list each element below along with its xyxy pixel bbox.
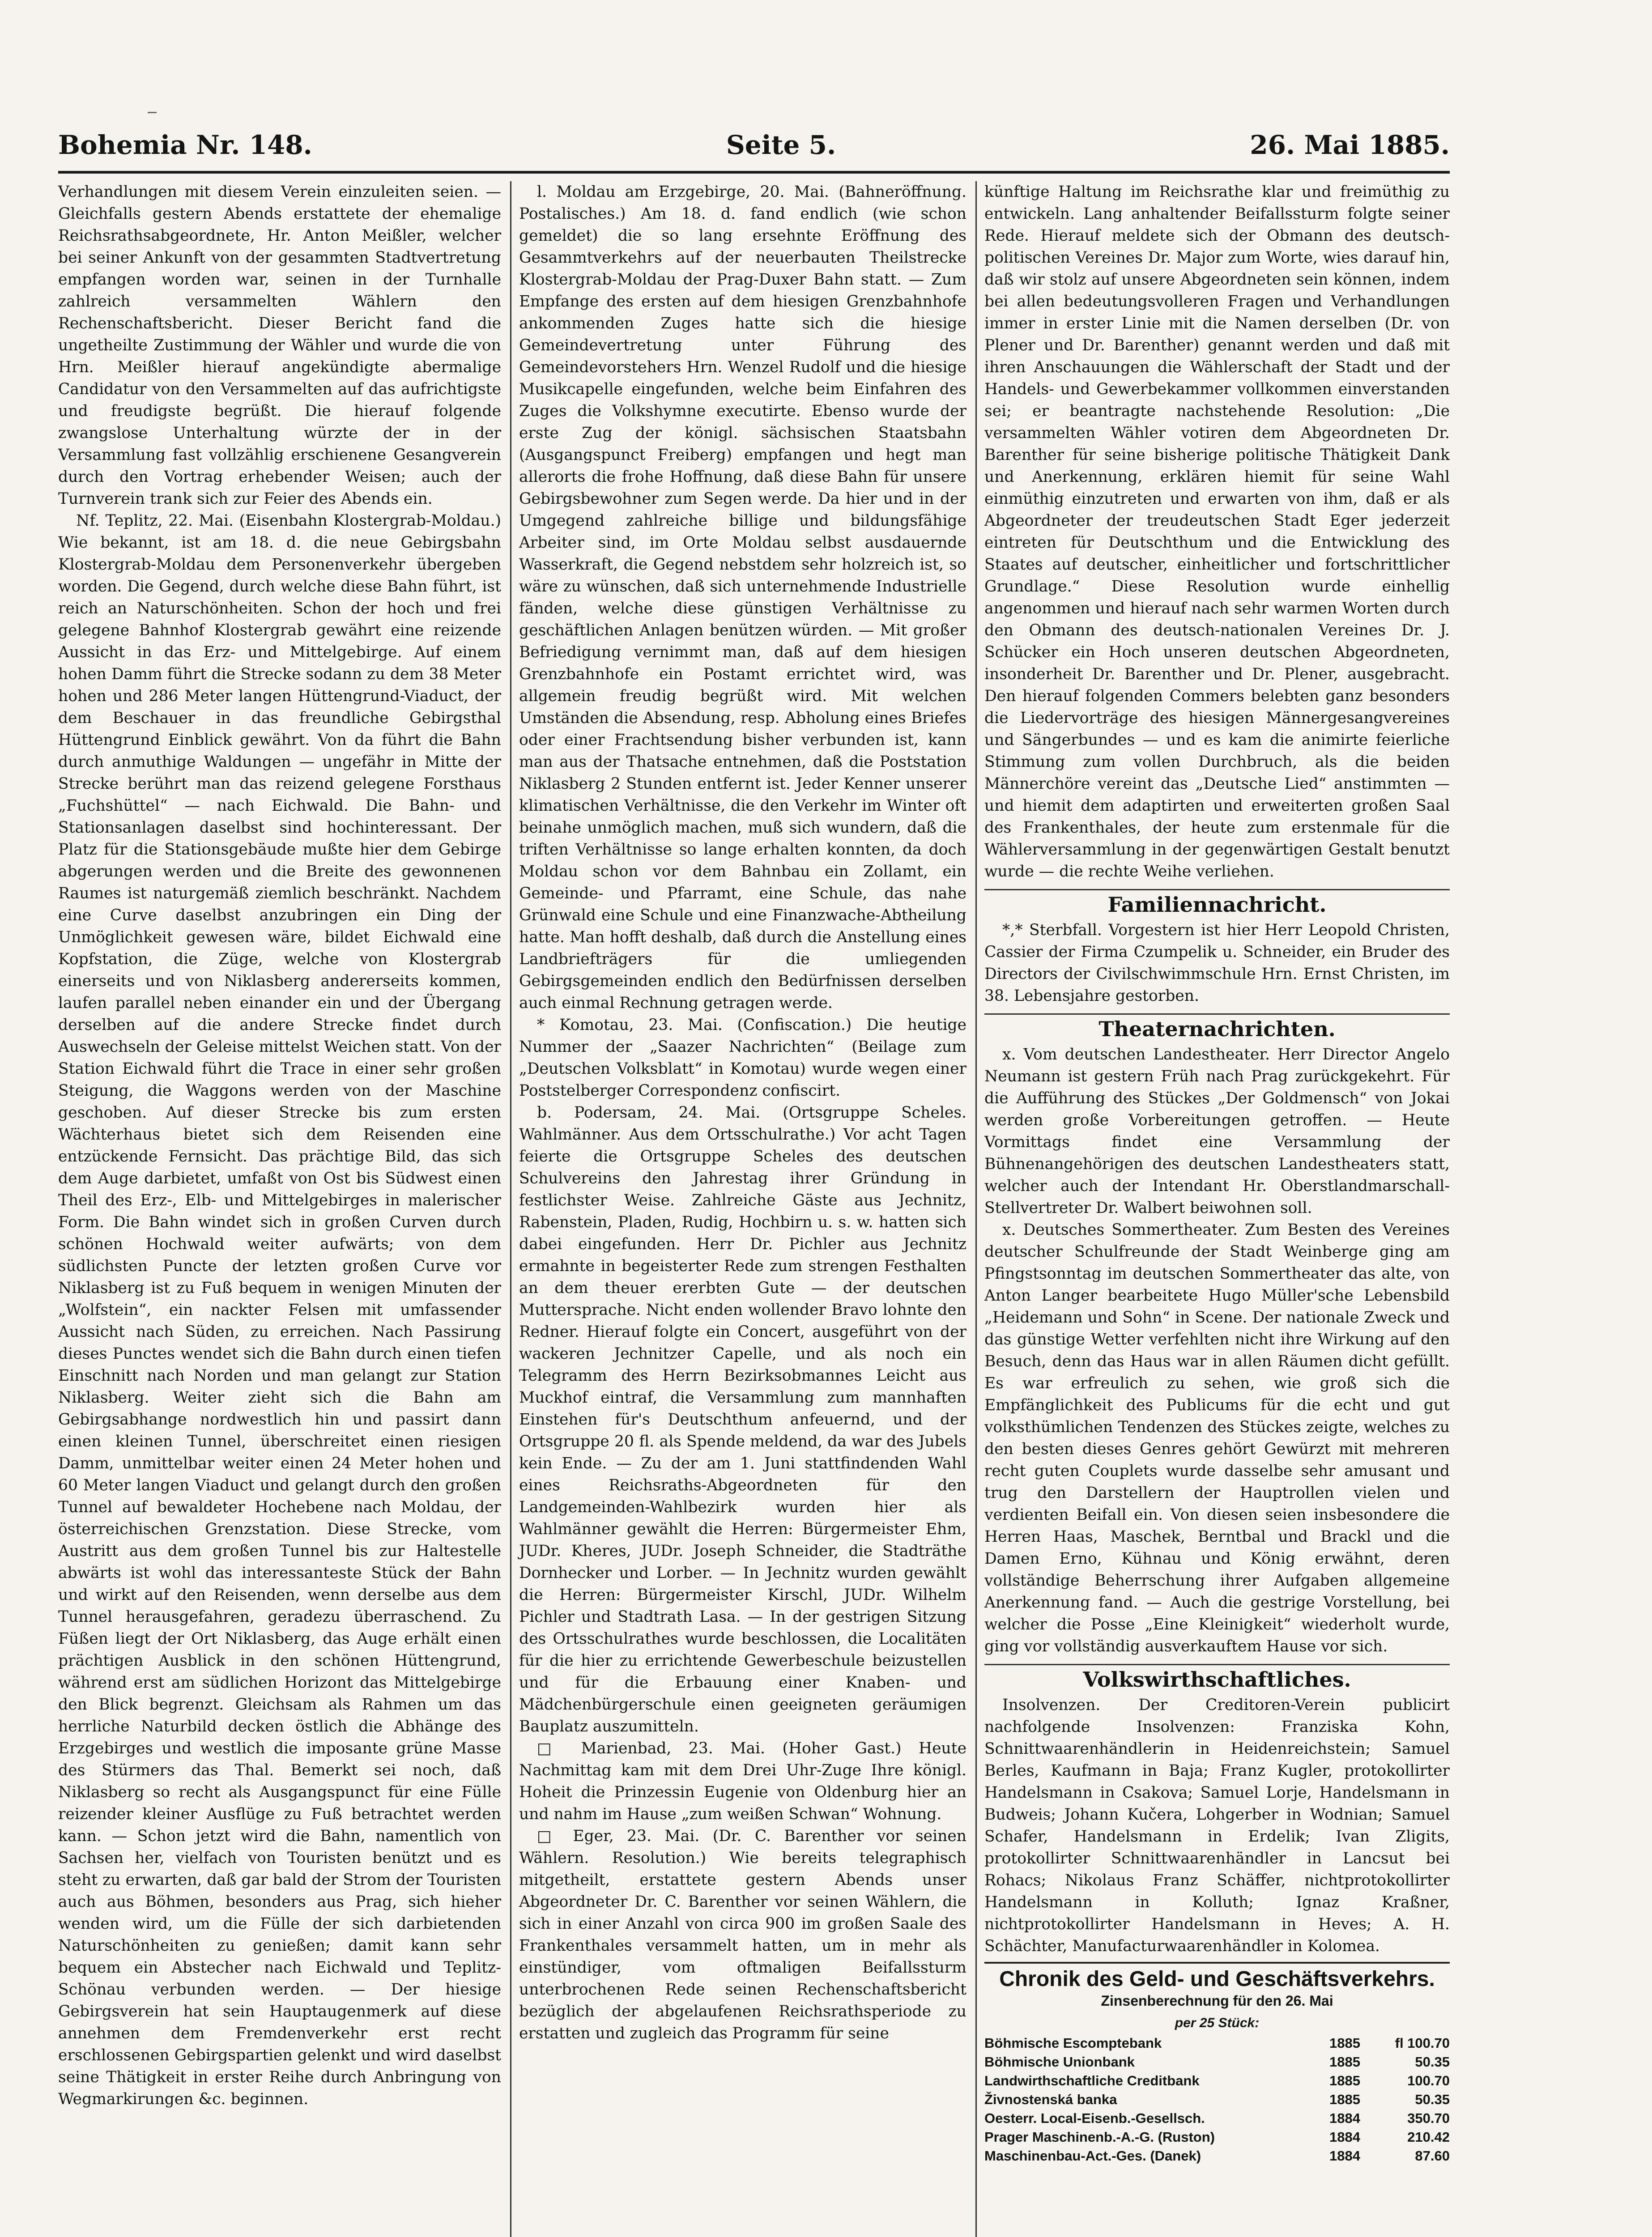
rate-name: Böhmische Escomptebank (984, 2035, 1162, 2051)
rate-year: 1884 (1329, 2129, 1360, 2145)
rate-name: Prager Maschinenb.-A.-G. (Ruston) (984, 2129, 1215, 2145)
article-marienbad: □ Marienbad, 23. Mai. (Hoher Gast.) Heute Nachmittag kam mit dem Drei Uhr-Zuge Ihre königl. Hoheit die Prinzessin Eugenie von Oldenburg hier an und nahm im Hause „zum weißen Schwan“ Wohnung. (519, 1739, 967, 1823)
column-divider (975, 181, 977, 2237)
rate-name: Živnostenská banka (984, 2092, 1117, 2107)
section-heading-familien: Familiennachricht. (984, 889, 1450, 916)
rates-row (984, 2128, 1450, 2147)
article-komotau: * Komotau, 23. Mai. (Confiscation.) Die heutige Nummer der „Saazer Nachrichten“ (Beilage zum „Deutschen Volksblatt“ in Komotau) wurde wegen einer Poststelberger Correspondenz confiscirt. (519, 1016, 967, 1100)
article-insolvenzen: Insolvenzen. Der Creditoren-Verein publicirt nachfolgende Insolvenzen: Franziska Kohn, Schnittwaarenhändlerin in Heidenreichstein; Samuel Berles, Kaufmann in Baja; Franz Kugler, protokollirter Handelsmann in Csakova; Samuel Lorje, Handelsmann in Budweis; Johann Kučera, Lohgerber in Wodnian; Samuel Schafer, Handelsmann in Erdelik; Ivan Zligits, protokollirter Schnittwaarenhändler in Lancsut bei Rohacs; Nikolaus Franz Schäffer, nichtprotokollirter Handelsmann in Kolluth; Ignaz Kraßner, nichtprotokollirter Handelsmann in Heves; A. H. Schächter, Manufacturwaarenhändler in Kolomea. (984, 1696, 1450, 1955)
rates-row (984, 2147, 1450, 2165)
rate-year: 1885 (1329, 2092, 1360, 2107)
rate-value: 210.42 (1407, 2129, 1450, 2145)
rate-name: Oesterr. Local-Eisenb.-Gesellsch. (984, 2110, 1205, 2126)
article-teplitz: Nf. Teplitz, 22. Mai. (Eisenbahn Klostergrab-Moldau.) Wie bekannt, ist am 18. d. die neue Gebirgsbahn Klostergrab-Moldau dem Personenverkehr übergeben worden. Die Gegend, durch welche diese Bahn führt, ist reich an Naturschönheiten. Schon der hoch und frei gelegene Bahnhof Klostergrab gewährt eine reizende Aussicht in das Erz- und Mittelgebirge. Auf einem hohen Damm führt die Strecke sodann zu dem 38 Meter hohen und 286 Meter langen Hüttengrund-Viaduct, der dem Beschauer in das freundliche Gebirgsthal Hüttengrund Einblick gewährt. Von da führt die Bahn durch anmuthige Waldungen — ungefähr in Mitte der Strecke berührt man das reizend gelegene Forsthaus „Fuchshüttel“ — nach Eichwald. Die Bahn- und Stationsanlagen daselbst sind hochinteressant. Der Platz für die Stationsgebäude mußte hier dem Gebirge abgerungen werden und die Breite des gewonnenen Raumes ist naturgemäß ziemlich beschränkt. Nachdem eine Curve daselbst anzubringen ein Ding der Unmöglichkeit gewesen wäre, bildet Eichwald eine Kopfstation, die Züge, welche von Klostergrab einerseits und von Niklasberg andererseits kommen, laufen parallel neben einander ein und der Übergang derselben auf die andere Strecke findet durch Auswechseln der Geleise mittelst Weichen statt. Von der Station Eichwald führt die Trace in einer sehr großen Steigung, die Waggons werden von der Maschine geschoben. Auf dieser Strecke bis zum ersten Wächterhaus bietet sich dem Reisenden eine entzückende Fernsicht. Das prächtige Bild, das sich dem Auge darbietet, umfaßt von Ost bis Südwest einen Theil des Erz-, Elb- und Mittelgebirges in malerischer Form. Die Bahn windet sich in großen Curven durch schönen Hochwald weiter aufwärts; von dem südlichsten Puncte der letzten großen Curve vor Niklasberg ist zu Fuß bequem in wenigen Minuten der „Wolfstein“, ein nackter Felsen mit umfassender Aussicht nach Süden, zu erreichen. Nach Passirung dieses Punctes wendet sich die Bahn durch einen tiefen Einschnitt nach Norden und man gelangt zur Station Niklasberg. Weiter zieht sich die Bahn am Gebirgsabhange nordwestlich hin und passirt dann einen kleinen Tunnel, überschreitet einen riesigen Damm, unmittelbar weiter einen 24 Meter hohen und 60 Meter langen Viaduct und gelangt durch den großen Tunnel auf bewaldeter Hochebene nach Moldau, der österreichischen Grenzstation. Diese Strecke, vom Austritt aus dem großen Tunnel bis zur Haltestelle abwärts ist wohl das interessanteste Stück der Bahn und wirkt auf den Reisenden, wenn derselbe aus dem Tunnel herausgefahren, geradezu überraschend. Zu Füßen liegt der Ort Niklasberg, das Auge erhält einen prächtigen Ausblick in den schönen Hüttengrund, während erst am südlichen Horizont das Mittelgebirge den Blick begrenzt. Gleichsam als Rahmen um das herrliche Naturbild decken östlich die Abhänge des Erzgebirges und westlich die imposante grüne Masse des Stürmers das Thal. Bemerkt sei noch, daß Niklasberg so recht als Ausgangspunct für eine Fülle reizender kleiner Ausflüge zu Fuß betrachtet werden kann. — Schon jetzt wird die Bahn, namentlich von Sachsen her, vielfach von Touristen benützt und es steht zu erwarten, daß gar bald der Strom der Touristen auch aus Böhmen, besonders aus Prag, sich hieher wenden wird, um die Fülle der sich darbietenden Naturschönheiten zu genießen; damit kann sehr bequem ein Abstecher nach Eichwald und Teplitz-Schönau verbunden werden. — Der hiesige Gebirgsverein hat sein Hauptaugenmerk auf diese annehmen dem Fremdenverkehr erst recht erschlossenen Gebirgspartien gelenkt und wird daselbst seine Thätigkeit in erster Reihe durch Anbringung von Wegmarkirungen &c. beginnen. (58, 512, 501, 2108)
rates-row (984, 2053, 1450, 2071)
column-3 (984, 181, 1450, 2237)
article-moldau: l. Moldau am Erzgebirge, 20. Mai. (Bahneröffnung. Postalisches.) Am 18. d. fand endlich (wie schon gemeldet) die so lang ersehnte Eröffnung des Gesammtverkehrs auf der neuerbauten Theilstrecke Klostergrab-Moldau der Prag-Duxer Bahn statt. — Zum Empfange des ersten auf dem hiesigen Grenzbahnhofe ankommenden Zuges hatte sich die hiesige Gemeindevertretung unter Führung des Gemeindevorstehers Hrn. Wenzel Rudolf und die hiesige Musikcapelle eingefunden, welche beim Einfahren des Zuges die Volkshymne executirte. Ebenso wurde der erste Zug der königl. sächsischen Staatsbahn (Ausgangspunct Freiberg) empfangen und hegt man allerorts die frohe Hoffnung, daß diese Bahn für unsere Gebirgsbewohner zum Segen werde. Da hier und in der Umgegend zahlreiche billige und bildungsfähige Arbeiter sind, im Orte Moldau selbst ausdauernde Wasserkraft, die Gegend nebstdem sehr holzreich ist, so wäre zu wünschen, daß sich unternehmende Industrielle fänden, welche diese günstigen Verhältnisse zu geschäftlichen Anlagen benützen würden. — Mit großer Befriedigung vernimmt man, daß auf dem hiesigen Grenzbahnhofe ein Postamt errichtet wird, was allgemein freudig begrüßt wird. Mit welchen Umständen die Absendung, resp. Abholung eines Briefes oder einer Frachtsendung bisher verbunden ist, kann man aus der Thatsache entnehmen, daß die Poststation Niklasberg 2 Stunden entfernt ist. Jeder Kenner unserer klimatischen Verhältnisse, die den Verkehr im Winter oft beinahe unmöglich machen, muß sich wundern, daß die triften Verhältnisse so lange erhalten konnten, da doch Moldau schon vor dem Bahnbau ein Zollamt, ein Gemeinde- und Pfarramt, eine Schule, das nahe Grünwald eine Schule und eine Finanzwache-Abtheilung hatte. Man hofft deshalb, daß durch die Anstellung eines Landbriefträgers für die umliegenden Gebirgsgemeinden endlich den Bedürfnissen derselben auch einmal Rechnung getragen werde. (519, 183, 967, 1012)
article-landestheater: x. Vom deutschen Landestheater. Herr Director Angelo Neumann ist gestern Früh nach Prag zurückgekehrt. Für die Aufführung des Stückes „Der Goldmensch“ von Jokai werden große Vorbereitungen getroffen. — Heute Vormittags findet eine Versammlung der Bühnenangehörigen des deutschen Landestheaters statt, welcher auch der Intendant Hr. Oberstlandmarschall-Stellvertreter Dr. Walbert beiwohnen soll. (984, 1046, 1450, 1217)
rate-value: 100.70 (1407, 2073, 1450, 2088)
article-eger: □ Eger, 23. Mai. (Dr. C. Barenther vor seinen Wählern. Resolution.) Wie bereits telegraphisch mitgetheilt, erstattete gestern Abends unser Abgeordneter Dr. C. Barenther vor seinen Wählern, die sich in einer Anzahl von circa 900 im großen Saale des Frankenthales versammelt hatten, um in mehr als einstündiger, vom oftmaligen Beifallssturm unterbrochenen Rede seinen Rechenschaftsbericht bezüglich der abgelaufenen Reichsrathsperiode zu erstatten und zugleich das Programm für seine (519, 1827, 967, 2042)
rate-year: 1885 (1329, 2073, 1360, 2088)
chronik-subheading: Zinsenberechnung für den 26. Mai (1101, 1993, 1333, 2009)
rate-value: 50.35 (1415, 2054, 1450, 2070)
rate-value: 350.70 (1407, 2110, 1450, 2126)
article-eger-continued: künftige Haltung im Reichsrathe klar und freimüthig zu entwickeln. Lang anhaltender Beifallssturm folgte seiner Rede. Hierauf meldete sich der Obmann des deutsch-politischen Vereines Dr. Major zum Worte, wies darauf hin, daß wir stolz auf unsere Abgeordneten sein können, indem bei allen bedeutungsvolleren Fragen und Verhandlungen immer in erster Linie mit die Namen derselben (Dr. von Plener und Dr. Barenther) genannt werden und daß mit ihren Anschauungen die Wählerschaft der Stadt und der Handels- und Gewerbekammer vollkommen einverstanden sei; er beantragte nachstehende Resolution: „Die versammelten Wähler votiren dem Abgeordneten Dr. Barenther für seine bisherige politische Thätigkeit Dank und Anerkennung, erklären hiemit für seine Wahl einmüthig einzutreten und erwarten von ihm, daß er als Abgeordneter der treudeutschen Stadt Eger jederzeit eintreten für Deutschthum und die Entwicklung des Staates auf deutscher, einheitlicher und fortschrittlicher Grundlage.“ Diese Resolution wurde einhellig angenommen und hierauf nach sehr warmen Worten durch den Obmann des deutsch-nationalen Vereines Dr. J. Schücker ein Hoch unseren deutschen Abgeordneten, insonderheit Dr. Barenther und Dr. Plener, ausgebracht. Den hierauf folgenden Commers belebten ganz besonders die Liedervorträge des hiesigen Männergesangvereines und Sängerbundes — und es kam die animirte feierliche Stimmung zum vollen Durchbruch, als die beiden Männerchöre vereint das „Deutsche Lied“ anstimmten — und hiemit dem adaptirten und erweiterten großen Saal des Frankenthales, der heute zum erstenmale für die Wählerversammlung in der gegenwärtigen Gestalt benutzt wurde — die rechte Weihe verliehen. (984, 183, 1450, 880)
rate-name: Landwirthschaftliche Creditbank (984, 2073, 1200, 2088)
page-number: Seite 5. (726, 130, 836, 160)
column-divider (510, 181, 511, 2237)
chronik-heading: Chronik des Geld- und Geschäftsverkehrs. (984, 1962, 1450, 1990)
rates-row (984, 2109, 1450, 2128)
chronik-unit: per 25 Stück: (1175, 2016, 1260, 2030)
masthead (58, 130, 1450, 166)
rate-value: 50.35 (1415, 2092, 1450, 2107)
rate-name: Maschinenbau-Act.-Ges. (Danek) (984, 2148, 1201, 2164)
rates-row (984, 2034, 1450, 2053)
rate-year: 1884 (1329, 2110, 1360, 2126)
rate-year: 1885 (1329, 2035, 1360, 2051)
issue-number: Bohemia Nr. 148. (58, 130, 312, 160)
section-heading-theater: Theaternachrichten. (984, 1013, 1450, 1040)
rate-year: 1884 (1329, 2148, 1360, 2164)
column-1 (58, 181, 501, 2237)
rates-table (984, 2034, 1450, 2165)
article-sterbfall: *,* Sterbfall. Vorgestern ist hier Herr Leopold Christen, Cassier der Firma Czumpelik u. Schneider, ein Bruder des Directors der Civilschwimmschule Hrn. Ernst Christen, im 38. Lebensjahre gestorben. (984, 921, 1450, 1005)
rate-value: 87.60 (1415, 2148, 1450, 2164)
rate-value: fl 100.70 (1395, 2035, 1450, 2051)
article-podersam: b. Podersam, 24. Mai. (Ortsgruppe Scheles. Wahlmänner. Aus dem Ortsschulrathe.) Vor acht Tagen feierte die Ortsgruppe Scheles des deutschen Schulvereins den Jahrestag ihrer Gründung in festlichster Weise. Zahlreiche Gäste aus Jechnitz, Rabenstein, Pladen, Rudig, Hochbirn u. s. w. hatten sich dabei eingefunden. Herr Dr. Pichler aus Jechnitz ermahnte in begeisterter Rede zum strengen Festhalten an dem theuer ererbten Gute — der deutschen Muttersprache. Nicht enden wollender Bravo lohnte den Redner. Hierauf folgte ein Concert, ausgeführt von der wackeren Jechnitzer Capelle, und als noch ein Telegramm des Herrn Bezirksobmannes Leicht aus Muckhof eintraf, die Versammlung zum mannhaften Einstehen für's Deutschthum anfeuernd, und der Ortsgruppe 20 fl. als Spende meldend, da war des Jubels kein Ende. — Zu der am 1. Juni stattfindenden Wahl eines Reichsraths-Abgeordneten für den Landgemeinden-Wahlbezirk wurden hier als Wahlmänner gewählt die Herren: Bürgermeister Ehm, JUDr. Kheres, JUDr. Joseph Schneider, die Stadträthe Dornhecker und Lorber. — In Jechnitz wurden gewählt die Herren: Bürgermeister Kirschl, JUDr. Wilhelm Pichler und Stadtrath Lasa. — In der gestrigen Sitzung des Ortsschulrathes wurde beschlossen, die Localitäten für die hier zu errichtende Gewerbeschule beizustellen und für die Erbauung einer Knaben- und Mädchenbürgerschule einen geeigneten geräumigen Bauplatz auszumitteln. (519, 1104, 967, 1735)
rate-year: 1885 (1329, 2054, 1360, 2070)
rate-name: Böhmische Unionbank (984, 2054, 1135, 2070)
rates-row (984, 2090, 1450, 2109)
column-2 (519, 181, 967, 2237)
rates-row (984, 2071, 1450, 2090)
section-heading-volks: Volkswirthschaftliches. (984, 1664, 1450, 1691)
article-paragraph: Verhandlungen mit diesem Verein einzuleiten seien. — Gleichfalls gestern Abends erstattete der ehemalige Reichsrathsabgeordnete, Hr. Anton Meißler, welcher bei seiner Ankunft von der gesammten Stadtvertretung empfangen worden war, seinen in der Turnhalle zahlreich versammelten Wählern den Rechenschaftsbericht. Dieser Bericht fand die ungetheilte Zustimmung der Wähler und wurde die von Hrn. Meißler hierauf angekündigte abermalige Candidatur von den Versammelten auf das aufrichtigste und freudigste begrüßt. Die hierauf folgende zwangslose Unterhaltung würzte der in der Versammlung fast vollzählig erschienene Gesangverein durch den Vortrag erhebender Weisen; auch der Turnverein trank sich zur Feier des Abends ein. (58, 183, 501, 508)
margin-mark (148, 112, 157, 113)
masthead-rule (58, 171, 1450, 174)
article-sommertheater: x. Deutsches Sommertheater. Zum Besten des Vereines deutscher Schulfreunde der Stadt Weinberge ging am Pfingstsonntag im deutschen Sommertheater das alte, von Anton Langer bearbeitete Hugo Müller'sche Lebensbild „Heidemann und Sohn“ in Scene. Der nationale Zweck und das günstige Wetter verfehlten nicht ihre Wirkung auf den Besuch, denn das Haus war in allen Räumen dicht gefüllt. Es war erfreulich zu sehen, wie groß sich die Empfänglichkeit des Publicums für die echt und gut volksthümlichen Tendenzen des Stückes zeigte, welches zu den besten dieses Genres gehört Gewürzt mit mehreren recht guten Couplets wurde dasselbe sehr amusant und trug den Darstellern der Hauptrollen vielen und verdienten Beifall ein. Von diesen seien insbesondere die Herren Haas, Maschek, Berntbal und Brackl und die Damen Erno, Kühnau und König erwähnt, deren vollständige Beherrschung ihrer Aufgaben allgemeine Anerkennung fand. — Auch die gestrige Vorstellung, bei welcher die Posse „Eine Kleinigkeit“ wiederholt wurde, ging vor vollständig ausverkauftem Hause vor sich. (984, 1221, 1450, 1655)
issue-date: 26. Mai 1885. (1250, 130, 1450, 160)
